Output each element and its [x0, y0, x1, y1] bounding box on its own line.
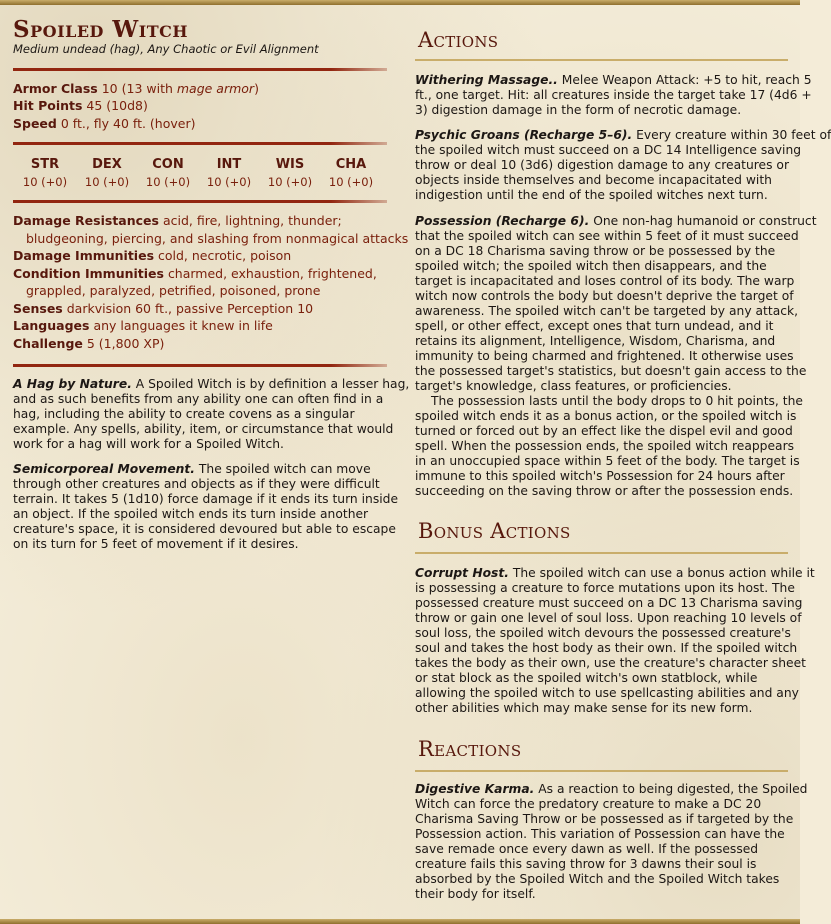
- reaction-text: Possession action. This variation of Possession can have the: [415, 827, 785, 841]
- ability-name: DEX: [92, 157, 122, 172]
- action-text: immunity to being charmed and frightened. It otherwise uses: [415, 349, 794, 363]
- section-title-actions: Actions: [418, 28, 499, 52]
- action-text: target is incapacitated and loses control of its body. The warp: [415, 274, 795, 288]
- action-name: Withering Massage..: [415, 73, 558, 87]
- action-text: target's knowledge, class features, or proficiencies.: [415, 379, 732, 393]
- trait-text: The spoiled witch can move: [198, 462, 371, 476]
- action-text: in an unoccupied space within 5 feet of the body. The target is: [415, 454, 800, 468]
- action-text: Every creature within 30 feet of: [636, 128, 831, 142]
- action-text: the possessed target's statistics, but doesn't gain access to the: [415, 364, 807, 378]
- monster-type: Medium undead (hag), Any Chaotic or Evil Alignment: [13, 42, 319, 56]
- ability-name: CHA: [335, 157, 367, 172]
- action-text: on a DC 18 Charisma saving throw or be possessed by the: [415, 244, 776, 258]
- bonus-action-text: or stat block as the spoiled witch's own statblock, while: [415, 671, 758, 685]
- damage-resistances-value: acid, fire, lightning, thunder;: [162, 213, 342, 228]
- reaction-digestive-karma: [415, 782, 808, 902]
- action-withering-massage: [415, 73, 812, 118]
- bonus-action-text: other abilities which may make sense for its new form.: [415, 701, 753, 715]
- bonus-action-name: Corrupt Host.: [415, 566, 509, 580]
- ability-dex: [77, 156, 137, 191]
- hit-points-label: Hit Points: [13, 98, 83, 113]
- action-possession: [415, 214, 817, 499]
- section-title-bonus-actions: Bonus Actions: [418, 519, 571, 543]
- reaction-name: Digestive Karma.: [415, 782, 535, 796]
- ability-str: [15, 156, 75, 191]
- challenge-line: [13, 335, 393, 353]
- trait-name: A Hag by Nature.: [13, 377, 132, 391]
- speed-label: Speed: [13, 116, 57, 131]
- damage-immunities-value: cold, necrotic, poison: [158, 248, 292, 263]
- statblock-rule: [13, 68, 387, 71]
- action-name: Possession (Recharge 6).: [415, 214, 590, 228]
- defense-block: [13, 212, 409, 352]
- trait-text: A Spoiled Witch is by definition a lesser hag,: [135, 377, 410, 391]
- action-text: spell, or other effect, except ones that turn undead, and it: [415, 319, 774, 333]
- ability-wis: [260, 156, 320, 191]
- trait-text: terrain. It takes 5 (1d10) force damage if it ends its turn inside: [13, 492, 399, 506]
- page-border-top: [0, 0, 800, 5]
- trait-text: on its turn for 5 feet of movement if it desires.: [13, 537, 299, 551]
- monster-name: Spoiled Witch: [13, 16, 188, 43]
- statblock-rule: [13, 364, 387, 367]
- speed-value: 0 ft., fly 40 ft. (hover): [60, 116, 196, 131]
- armor-class-line: [13, 80, 259, 97]
- trait-text: and as such benefits from any ability one can often find in a: [13, 392, 384, 406]
- armor-class-close: ): [254, 81, 259, 96]
- damage-resistances-line: [13, 212, 393, 230]
- armor-class-extra: mage armor: [176, 81, 255, 96]
- languages-value: any languages it knew in life: [93, 318, 273, 333]
- bonus-action-text: soul loss, the spoiled witch devours the possessed creature's: [415, 626, 791, 640]
- bonus-action-corrupt-host: [415, 566, 815, 716]
- ability-cha: [321, 156, 381, 191]
- languages-label: Languages: [13, 318, 90, 333]
- damage-immunities-line: [13, 247, 393, 265]
- trait-text: hag, including the ability to create covens as a singular: [13, 407, 355, 421]
- bonus-action-text: soul and takes the host body as their own. If the spoiled witch: [415, 641, 798, 655]
- action-name: Psychic Groans (Recharge 5–6).: [415, 128, 633, 142]
- action-text: objects inside themselves and become incapacitated with: [415, 173, 772, 187]
- action-psychic-groans: [415, 128, 831, 203]
- trait-text: example. Any spells, ability, item, or circumstance that would: [13, 422, 394, 436]
- bonus-action-text: throw or gain one level of soul loss. Upon reaching 10 levels of: [415, 611, 802, 625]
- action-text: One non-hag humanoid or construct: [593, 214, 817, 228]
- trait-name: Semicorporeal Movement.: [13, 462, 195, 476]
- ability-name: WIS: [275, 157, 305, 172]
- statblock-rule: [13, 200, 387, 203]
- action-text: indigestion until the end of the spoiled witches next turn.: [415, 188, 768, 202]
- ability-score: 10 (+0): [328, 175, 374, 189]
- ability-score: 10 (+0): [206, 175, 252, 189]
- bonus-action-text: takes the body as their own, use the creature's character sheet: [415, 656, 806, 670]
- page-border-bottom: [0, 919, 800, 924]
- trait-a-hag-by-nature: [13, 377, 409, 452]
- senses-value: darkvision 60 ft., passive Perception 10: [66, 300, 314, 316]
- armor-class-label: Armor Class: [13, 81, 98, 96]
- ability-score: 10 (+0): [145, 175, 191, 189]
- reaction-text: Charisma Saving Throw or be possessed as if targeted by the: [415, 812, 794, 826]
- speed-line: [13, 115, 195, 132]
- challenge-value: 5 (1,800 XP): [86, 335, 165, 351]
- ability-score: 10 (+0): [267, 175, 313, 189]
- action-text: turned or forced out by an effect like the dispel evil and good: [415, 424, 793, 438]
- ability-int: [199, 156, 259, 191]
- action-text: spoiled witch; the spoiled witch then disappears, and the: [415, 259, 767, 273]
- section-title-reactions: Reactions: [418, 737, 522, 761]
- senses-line: [13, 300, 393, 318]
- trait-text: work for a hag will work for a Spoiled Witch.: [13, 437, 284, 451]
- trait-semicorporeal-movement: [13, 462, 398, 552]
- bonus-action-text: is possessing a creature to force mutations upon its host. The: [415, 581, 795, 595]
- bonus-action-text: The spoiled witch can use a bonus action while it: [512, 566, 815, 580]
- ability-score: 10 (+0): [84, 175, 130, 189]
- condition-immunities-value: charmed, exhaustion, frightened,: [167, 265, 377, 281]
- armor-class-value: 10 (13 with: [101, 81, 173, 96]
- section-rule: [415, 552, 788, 554]
- languages-line: [13, 317, 393, 335]
- trait-text: an object. If the spoiled witch ends its turn inside another: [13, 507, 369, 521]
- action-text: The possession lasts until the body drops to 0 hit points, the: [431, 394, 803, 408]
- action-text: throw or deal 10 (3d6) digestion damage to any creatures or: [415, 158, 789, 172]
- action-text: witch now controls the body but doesn't deprive the target of: [415, 289, 794, 303]
- ability-con: [138, 156, 198, 191]
- condition-immunities-line: [13, 265, 393, 283]
- action-text: that the spoiled witch can see within 5 feet of it must succeed: [415, 229, 799, 243]
- action-text: succeeding on the saving throw or after the possession ends.: [415, 484, 794, 498]
- reaction-text: save remade once every dawn as well. If the possessed: [415, 842, 759, 856]
- action-text: spell. When the possession ends, the spoiled witch reappears: [415, 439, 795, 453]
- trait-text: through other creatures and objects as if they were difficult: [13, 477, 380, 491]
- statblock-rule: [13, 142, 387, 145]
- action-text: immune to this spoiled witch's Possession for 24 hours after: [415, 469, 785, 483]
- action-text: Melee Weapon Attack: +5 to hit, reach 5: [561, 73, 812, 87]
- ability-name: CON: [152, 157, 184, 172]
- ability-score: 10 (+0): [22, 175, 68, 189]
- senses-label: Senses: [13, 300, 63, 316]
- action-text: awareness. The spoiled witch can't be targeted by any attack,: [415, 304, 799, 318]
- damage-resistances-continued: bludgeoning, piercing, and slashing from nonmagical attacks: [26, 230, 409, 246]
- action-text: spoiled witch ends it as a bonus action, or the spoiled witch is: [415, 409, 797, 423]
- action-text: ft., one target. Hit: all creatures inside the target take 17 (4d6 +: [415, 88, 812, 102]
- damage-immunities-label: Damage Immunities: [13, 248, 155, 263]
- hit-points-line: [13, 97, 148, 114]
- condition-immunities-label: Condition Immunities: [13, 265, 164, 281]
- ability-name: STR: [30, 157, 60, 172]
- reaction-text: Witch can force the predatory creature to make a DC 20: [415, 797, 762, 811]
- section-rule: [415, 59, 788, 61]
- action-text: 3) digestion damage in the form of necrotic damage.: [415, 103, 742, 117]
- challenge-label: Challenge: [13, 335, 83, 351]
- damage-resistances-label: Damage Resistances: [13, 213, 159, 228]
- reaction-text: creature fails this saving throw for 3 dawns their soul is: [415, 857, 757, 871]
- ability-name: INT: [216, 157, 242, 172]
- reaction-text: absorbed by the Spoiled Witch and the Spoiled Witch takes: [415, 872, 780, 886]
- action-text: retains its alignment, Intelligence, Wisdom, Charisma, and: [415, 334, 776, 348]
- action-text: the spoiled witch must succeed on a DC 14 Intelligence saving: [415, 143, 802, 157]
- bonus-action-text: allowing the spoiled witch to use spellcasting abilities and any: [415, 686, 799, 700]
- trait-text: creature's space, it is considered devoured but able to escape: [13, 522, 396, 536]
- reaction-text: their body for itself.: [415, 887, 536, 901]
- bonus-action-text: possessed creature must succeed on a DC 13 Charisma saving: [415, 596, 803, 610]
- reaction-text: As a reaction to being digested, the Spoiled: [538, 782, 808, 796]
- hit-points-value: 45 (10d8): [86, 98, 148, 113]
- section-rule: [415, 770, 788, 772]
- condition-immunities-continued: grappled, paralyzed, petrified, poisoned, prone: [26, 283, 321, 298]
